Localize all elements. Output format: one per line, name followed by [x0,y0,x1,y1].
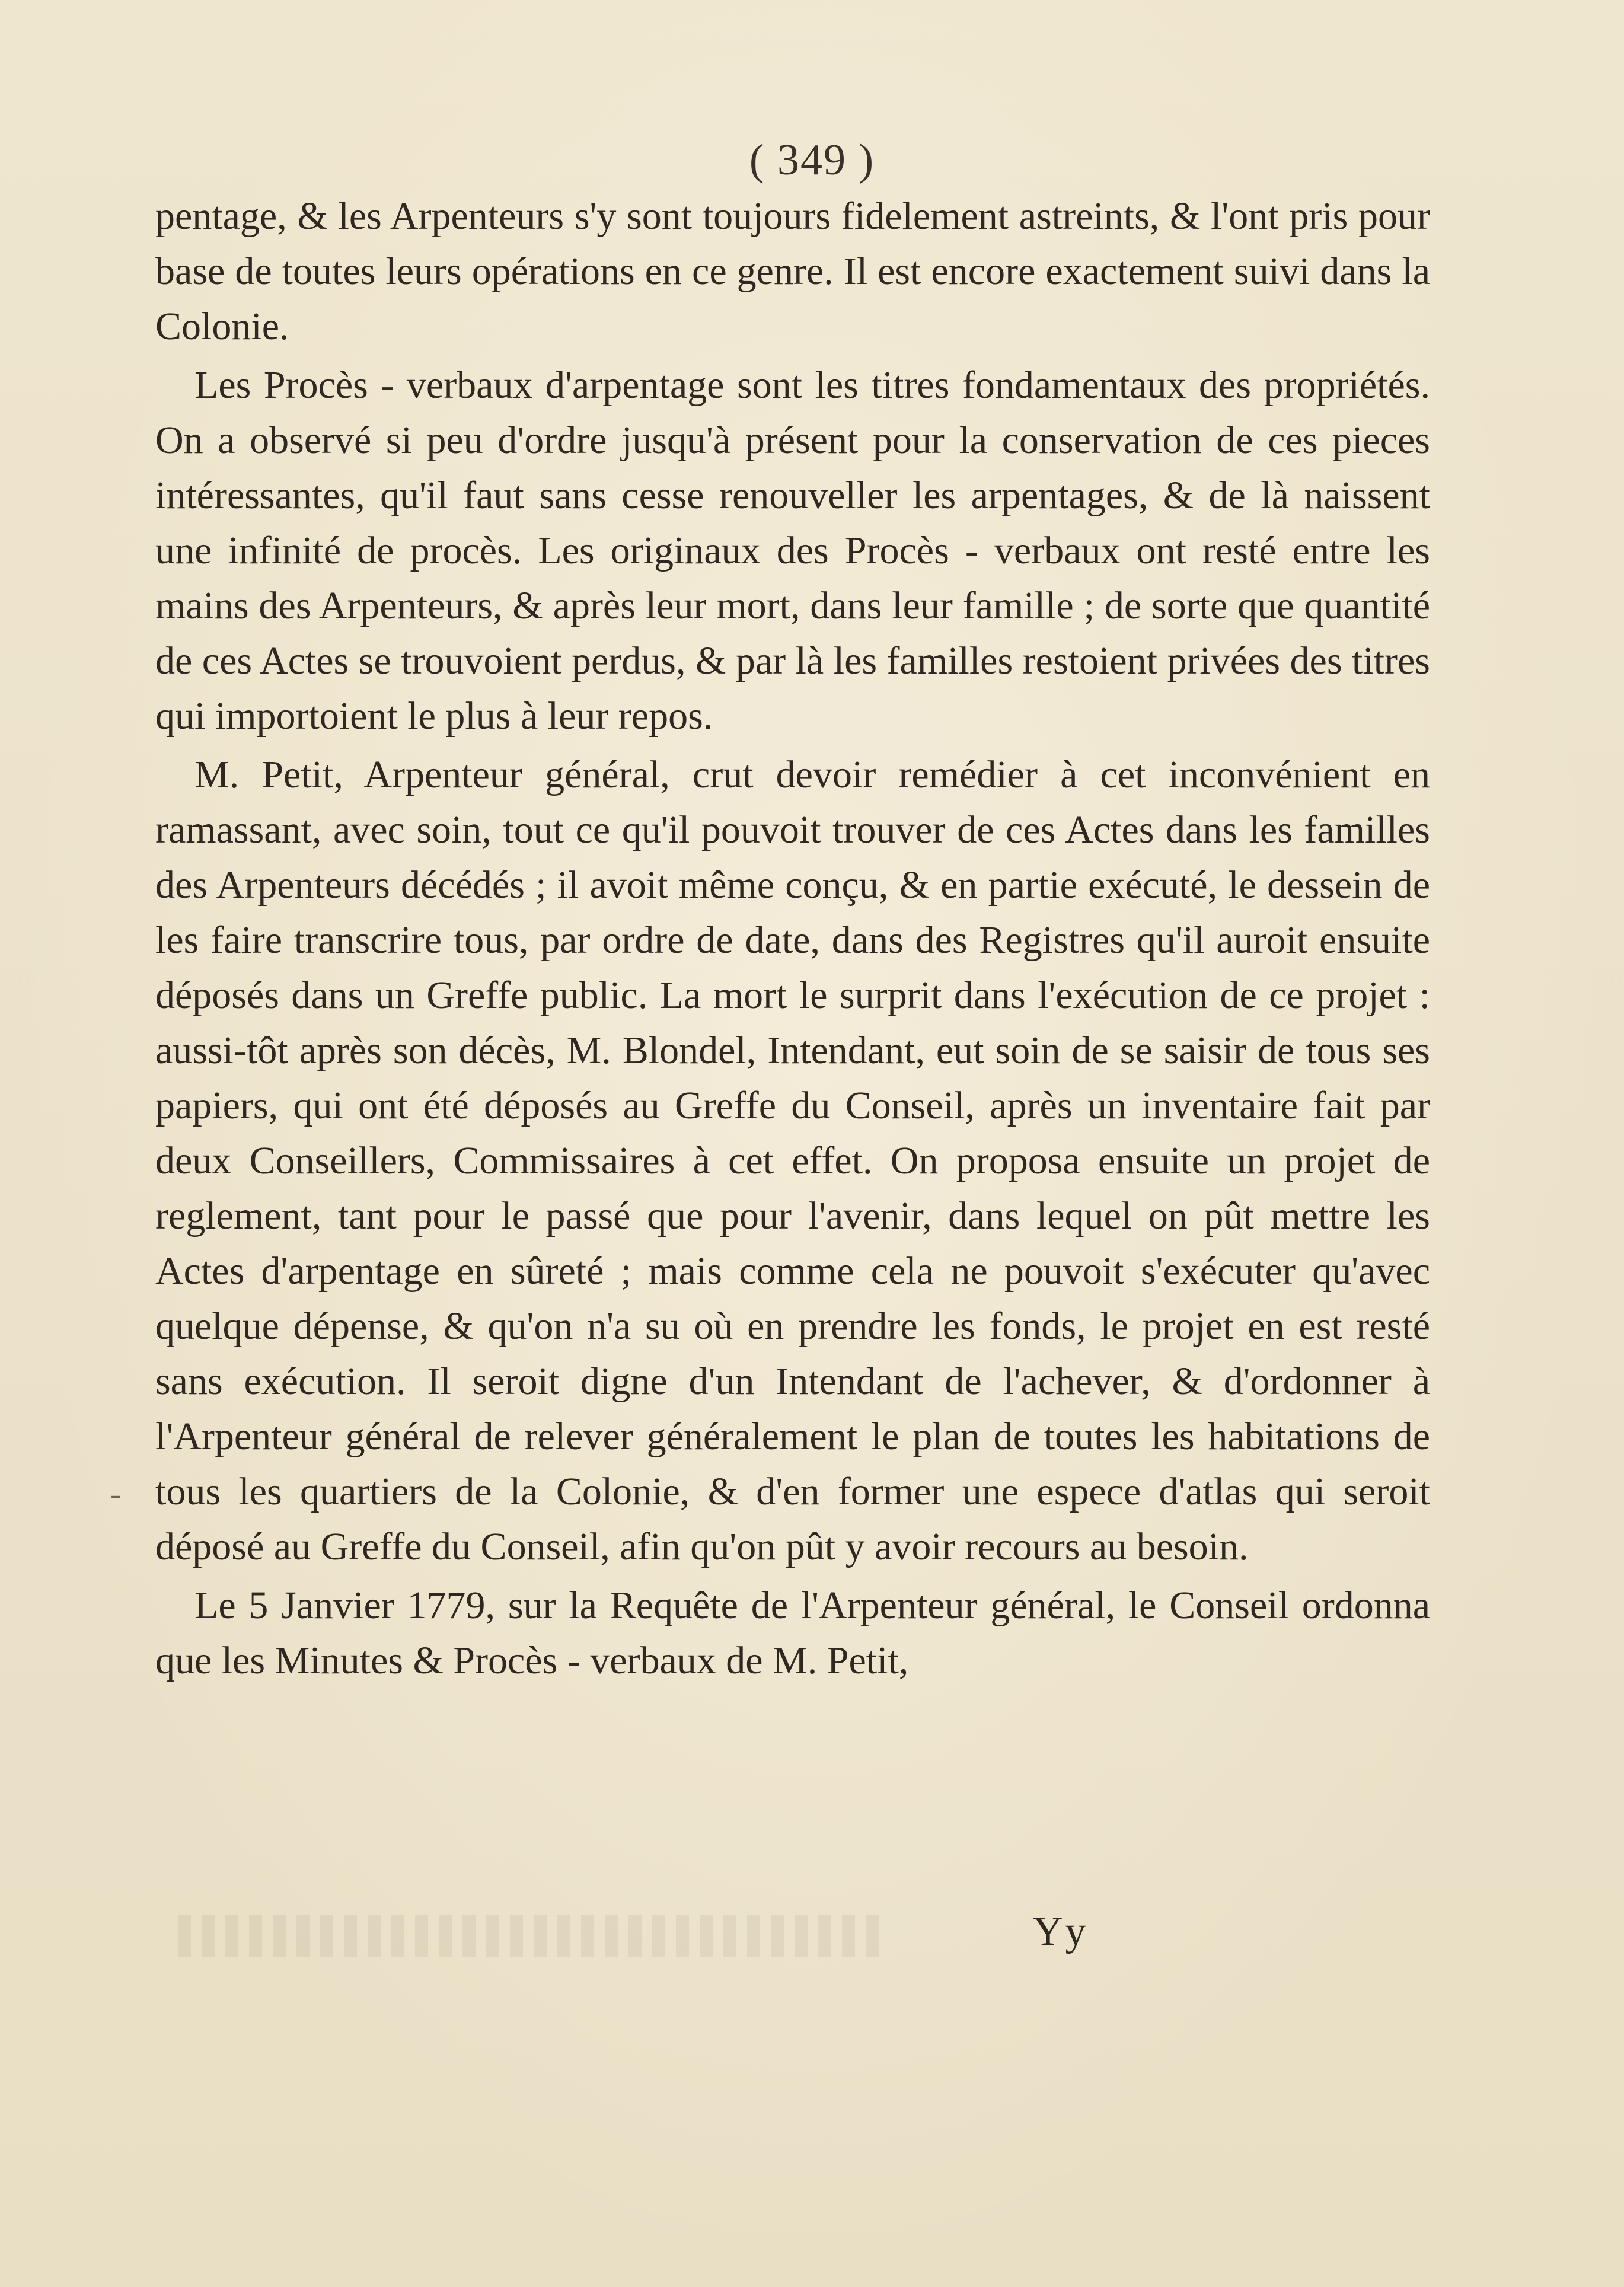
paragraph-2: Les Procès - verbaux d'arpentage sont les titres fondamentaux des propriétés. On a observé si peu d'ordre jusqu'à présent pour la conservation de ces pieces intéressantes, qu'il faut sans cesse renouveller les arpentages, & de là naissent une infinité de procès. Les originaux des Procès - verbaux ont resté entre les mains des Arpenteurs, & après leur mort, dans leur famille ; de sorte que quantité de ces Actes se trouvoient perdus, & par là les familles restoient privées des titres qui importoient le plus à leur repos. [155,363,1430,738]
paragraph-4: Le 5 Janvier 1779, sur la Requête de l'Arpenteur général, le Conseil ordonna que les Minutes & Procès - verbaux de M. Petit, [155,1584,1430,1682]
margin-mark: - [110,1476,122,1513]
page-body [155,189,1430,1692]
bleed-through-texture [178,1915,889,1957]
paragraph-1: pentage, & les Arpenteurs s'y sont toujours fidelement astreints, & l'ont pris pour base de toutes leurs opérations en ce genre. Il est encore exactement suivi dans la Colonie. [155,194,1430,348]
page-number: ( 349 ) [749,136,875,184]
catchword: Yy [1033,1909,1089,1954]
paragraph-3: M. Petit, Arpenteur général, crut devoir remédier à cet inconvénient en ramassant, avec soin, tout ce qu'il pouvoit trouver de ces Actes dans les familles des Arpenteurs décédés ; il avoit même conçu, & en partie exécuté, le dessein de les faire transcrire tous, par ordre de date, dans des Registres qu'il auroit ensuite déposés dans un Greffe public. La mort le surprit dans l'exécution de ce projet : aussi-tôt après son décès, M. Blondel, Intendant, eut soin de se saisir de tous ses papiers, qui ont été déposés au Greffe du Conseil, après un inventaire fait par deux Conseillers, Commissaires à cet effet. On proposa ensuite un projet de reglement, tant pour le passé que pour l'avenir, dans lequel on pût mettre les Actes d'arpentage en sûreté ; mais comme cela ne pouvoit s'exécuter qu'avec quelque dépense, & qu'on n'a su où en prendre les fonds, le projet en est resté sans exécution. Il seroit digne d'un Intendant de l'achever, & d'ordonner à l'Arpenteur général de relever généralement le plan de toutes les habitations de tous les quartiers de la Colonie, & d'en former une espece d'atlas qui seroit déposé au Greffe du Conseil, afin qu'on pût y avoir recours au besoin. [155,753,1430,1568]
